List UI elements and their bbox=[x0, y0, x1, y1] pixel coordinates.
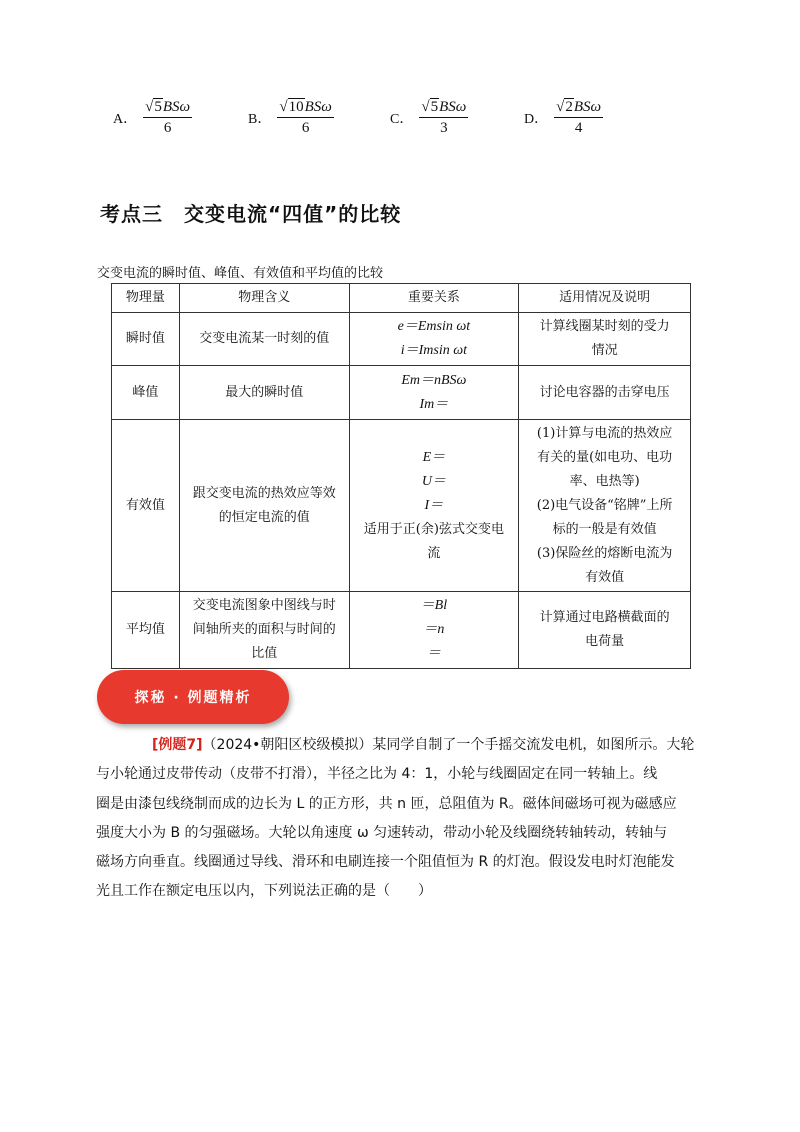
option-letter: B． bbox=[248, 112, 272, 127]
quantity-relations: E＝ U＝ I＝ 适用于正(余)弦式交变电流 bbox=[349, 420, 519, 592]
section-title: 考点三 交变电流“四值”的比较 bbox=[100, 202, 402, 226]
quantity-relations: Em＝nBSω Im＝ bbox=[349, 366, 519, 420]
answer-options bbox=[0, 92, 800, 144]
option-letter: A． bbox=[113, 112, 138, 127]
option-d[interactable] bbox=[524, 92, 603, 144]
header-cell: 物理量 bbox=[112, 284, 180, 313]
quantity-notes: 计算线圈某时刻的受力情况 bbox=[519, 313, 691, 366]
header-cell: 适用情况及说明 bbox=[519, 284, 691, 313]
quantity-notes: 计算通过电路横截面的电荷量 bbox=[519, 592, 691, 669]
header-cell: 物理含义 bbox=[179, 284, 349, 313]
option-letter: D． bbox=[524, 112, 549, 127]
example-paragraph bbox=[96, 731, 696, 907]
quantity-name: 有效值 bbox=[112, 420, 180, 592]
quantity-notes: 讨论电容器的击穿电压 bbox=[519, 366, 691, 420]
quantity-relations: ＝Bl ＝n ＝ bbox=[349, 592, 519, 669]
table-row bbox=[112, 592, 691, 669]
option-fraction: $\frac{\text{√2BSω}}{4}$ bbox=[556, 99, 602, 136]
example-banner: 探秘 · 例题精析 bbox=[97, 670, 289, 724]
quantity-notes: (1)计算与电流的热效应有关的量(如电功、电功率、电热等) (2)电气设备“铭牌”上所标的一般是有效值 (3)保险丝的熔断电流为有效值 bbox=[519, 420, 691, 592]
quantity-meaning: 交变电流图象中图线与时间轴所夹的面积与时间的比值 bbox=[179, 592, 349, 669]
quantity-meaning: 跟交变电流的热效应等效的恒定电流的值 bbox=[179, 420, 349, 592]
table-row bbox=[112, 313, 691, 366]
table-row bbox=[112, 366, 691, 420]
paragraph-line: 强度大小为 B 的匀强磁场。大轮以角速度 ω 匀速转动，带动小轮及线圈绕转轴转动，转轴与 bbox=[96, 824, 668, 841]
option-fraction: $\frac{\text{√10BSω}}{6}$ bbox=[279, 99, 332, 136]
quantity-relations: e＝Emsin ωt i＝Imsin ωt bbox=[349, 313, 519, 366]
paragraph-line: 光且工作在额定电压以内，下列说法正确的是（ ） bbox=[96, 883, 432, 900]
quantity-meaning: 最大的瞬时值 bbox=[179, 366, 349, 420]
paragraph-line: 圈是由漆包线绕制而成的边长为 L 的正方形，共 n 匝，总阻值为 R。磁体间磁场可视为磁感应 bbox=[96, 795, 677, 812]
table-header-row bbox=[112, 284, 691, 313]
table-intro: 交变电流的瞬时值、峰值、有效值和平均值的比较 bbox=[97, 266, 384, 281]
option-a[interactable] bbox=[113, 92, 192, 144]
option-fraction: $\frac{\text{√5BSω}}{6}$ bbox=[145, 99, 191, 136]
quantity-name: 瞬时值 bbox=[112, 313, 180, 366]
comparison-table bbox=[111, 283, 691, 669]
quantity-name: 峰值 bbox=[112, 366, 180, 420]
quantity-name: 平均值 bbox=[112, 592, 180, 669]
option-fraction: $\frac{\text{√5BSω}}{3}$ bbox=[421, 99, 467, 136]
paragraph-line: [例题7]（2024•朝阳区校级模拟）某同学自制了一个手摇交流发电机，如图所示。大轮 bbox=[152, 737, 695, 753]
table-row bbox=[112, 420, 691, 592]
header-cell: 重要关系 bbox=[349, 284, 519, 313]
example-tag: [例题7] bbox=[152, 737, 203, 753]
paragraph-line: 与小轮通过皮带传动（皮带不打滑），半径之比为 4：1，小轮与线圈固定在同一转轴上。线 bbox=[96, 766, 658, 783]
paragraph-line: 磁场方向垂直。线圈通过导线、滑环和电刷连接一个阻值恒为 R 的灯泡。假设发电时灯泡能发 bbox=[96, 854, 675, 871]
quantity-meaning: 交变电流某一时刻的值 bbox=[179, 313, 349, 366]
option-letter: C． bbox=[390, 112, 414, 127]
option-c[interactable] bbox=[390, 92, 468, 144]
option-b[interactable] bbox=[248, 92, 334, 144]
